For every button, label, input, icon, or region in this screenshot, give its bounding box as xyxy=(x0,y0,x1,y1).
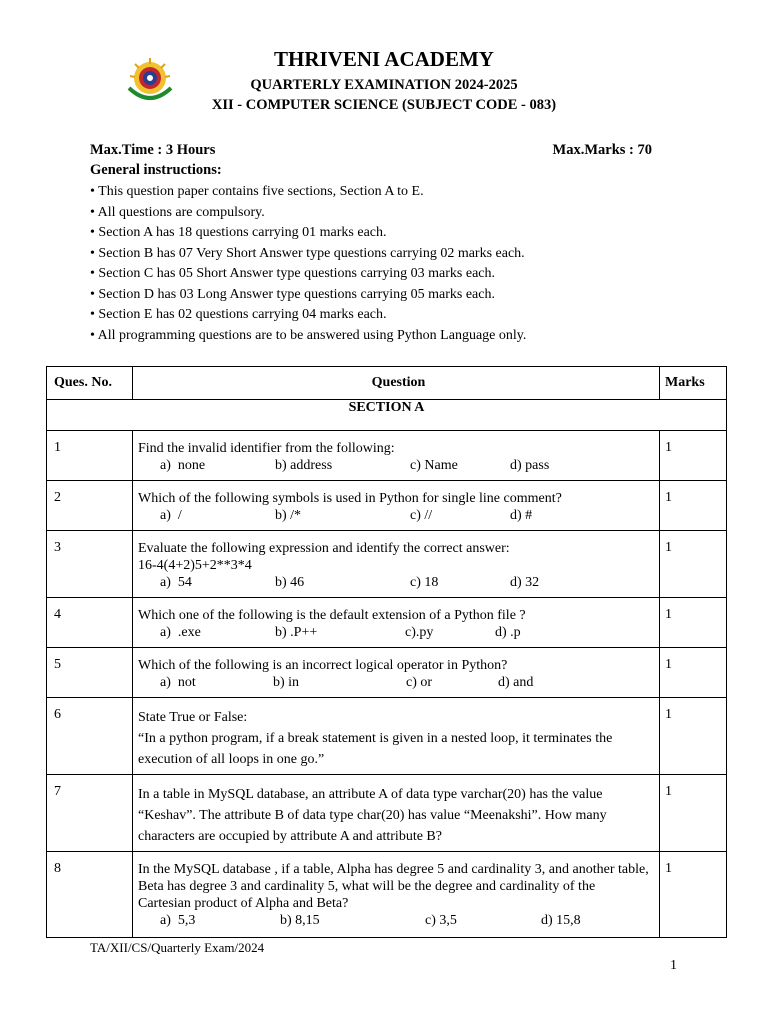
table-row xyxy=(47,598,727,648)
table-row xyxy=(47,852,727,938)
question-cell xyxy=(133,775,660,852)
option-d: d) .p xyxy=(495,625,521,640)
option-c: c) // xyxy=(410,508,433,523)
question-marks: 1 xyxy=(660,431,727,481)
col-header-question: Question xyxy=(133,367,660,400)
table-row xyxy=(47,698,727,775)
options-row xyxy=(160,507,651,524)
table-row xyxy=(47,531,727,598)
option-b: b) 8,15 xyxy=(280,913,320,928)
question-cell xyxy=(133,531,660,598)
max-marks: Max.Marks : 70 xyxy=(552,142,652,158)
instructions-list xyxy=(90,182,526,346)
table-row xyxy=(47,775,727,852)
option-d: d) 15,8 xyxy=(541,913,581,928)
options-row xyxy=(160,574,651,591)
option-a: a) / xyxy=(160,508,182,523)
option-d: d) 32 xyxy=(510,575,540,590)
question-number: 1 xyxy=(47,431,133,481)
question-marks: 1 xyxy=(660,852,727,938)
col-header-marks: Marks xyxy=(660,367,727,400)
option-b: b) /* xyxy=(275,508,302,523)
options-row xyxy=(160,624,651,641)
subject-title: XII - COMPUTER SCIENCE (SUBJECT CODE - 083) xyxy=(211,97,557,113)
school-name: THRIVENI ACADEMY xyxy=(274,47,494,71)
table-row xyxy=(47,648,727,698)
question-text: In a table in MySQL database, an attribute A of data type varchar(20) has the value “Keshav”. The attribute B of data type char(20) has value “Meenakshi”. How many characters are occupied by attribute A and attribute B? xyxy=(138,787,607,844)
option-a: a) not xyxy=(160,675,196,690)
option-c: c) or xyxy=(406,675,433,690)
question-table xyxy=(46,366,727,938)
question-text: Evaluate the following expression and identify the correct answer: xyxy=(138,541,510,556)
instruction-item: • Section D has 03 Long Answer type questions carrying 05 marks each. xyxy=(90,286,495,302)
option-b: b) address xyxy=(275,458,333,473)
option-d: d) pass xyxy=(510,458,550,473)
question-text: Which of the following symbols is used in Python for single line comment? xyxy=(138,491,562,506)
option-b: b) in xyxy=(273,675,300,690)
question-cell xyxy=(133,852,660,938)
option-d: d) and xyxy=(498,675,534,690)
table-row xyxy=(47,481,727,531)
question-text: Which of the following is an incorrect logical operator in Python? xyxy=(138,658,508,673)
option-c: c) Name xyxy=(410,458,458,473)
question-cell xyxy=(133,698,660,775)
question-cell xyxy=(133,481,660,531)
section-title: SECTION A xyxy=(47,400,727,431)
col-header-ques-no: Ques. No. xyxy=(47,367,133,400)
option-c: c) 3,5 xyxy=(425,913,457,928)
instruction-item: • Section E has 02 questions carrying 04 marks each. xyxy=(90,307,387,322)
question-number: 8 xyxy=(47,852,133,938)
exam-meta xyxy=(90,142,652,159)
option-b: b) 46 xyxy=(275,575,305,590)
footer-code: TA/XII/CS/Quarterly Exam/2024 xyxy=(90,940,265,955)
instruction-item: • All programming questions are to be answered using Python Language only. xyxy=(90,327,527,343)
question-number: 6 xyxy=(47,698,133,775)
question-marks: 1 xyxy=(660,531,727,598)
exam-title: QUARTERLY EXAMINATION 2024-2025 xyxy=(250,77,518,93)
question-marks: 1 xyxy=(660,775,727,852)
option-c: c) 18 xyxy=(410,575,439,590)
instruction-item: • Section B has 07 Very Short Answer type questions carrying 02 marks each. xyxy=(90,245,525,261)
question-number: 4 xyxy=(47,598,133,648)
options-row xyxy=(160,912,651,929)
option-a: a) 54 xyxy=(160,575,192,590)
question-text: Find the invalid identifier from the following: xyxy=(138,441,395,456)
question-text: State True or False: xyxy=(138,710,248,725)
question-number: 7 xyxy=(47,775,133,852)
question-statement: “In a python program, if a break statement is given in a nested loop, it terminates the execution of all loops in one go.” xyxy=(138,731,613,767)
option-b: b) .P++ xyxy=(275,625,318,640)
max-time: Max.Time : 3 Hours xyxy=(90,142,216,158)
option-a: a) 5,3 xyxy=(160,913,196,928)
option-d: d) # xyxy=(510,508,533,523)
option-a: a) .exe xyxy=(160,625,201,640)
question-number: 3 xyxy=(47,531,133,598)
options-row xyxy=(160,674,651,691)
instruction-item: • Section A has 18 questions carrying 01 marks each. xyxy=(90,225,387,240)
question-marks: 1 xyxy=(660,698,727,775)
options-row xyxy=(160,457,651,474)
option-c: c).py xyxy=(405,625,434,640)
question-cell xyxy=(133,598,660,648)
question-marks: 1 xyxy=(660,481,727,531)
table-header-row xyxy=(47,367,727,400)
question-cell xyxy=(133,648,660,698)
question-number: 5 xyxy=(47,648,133,698)
table-row xyxy=(47,431,727,481)
option-a: a) none xyxy=(160,458,206,473)
question-text: Which one of the following is the default extension of a Python file ? xyxy=(138,608,526,623)
instruction-item: • This question paper contains five sections, Section A to E. xyxy=(90,184,424,199)
question-expression: 16-4(4+2)5+2**3*4 xyxy=(138,558,252,573)
instruction-item: • All questions are compulsory. xyxy=(90,204,265,220)
instruction-item: • Section C has 05 Short Answer type questions carrying 03 marks each. xyxy=(90,266,495,281)
question-text: In the MySQL database , if a table, Alpha has degree 5 and cardinality 3, and another table, Beta has degree 3 and cardinality 5, what will be the degree and cardinality of the Cartesian product of Alpha and Beta? xyxy=(138,862,649,911)
question-marks: 1 xyxy=(660,648,727,698)
page-number: 1 xyxy=(670,958,677,973)
instructions-title: General instructions: xyxy=(90,162,222,178)
question-marks: 1 xyxy=(660,598,727,648)
question-cell xyxy=(133,431,660,481)
section-row xyxy=(47,400,727,431)
question-number: 2 xyxy=(47,481,133,531)
